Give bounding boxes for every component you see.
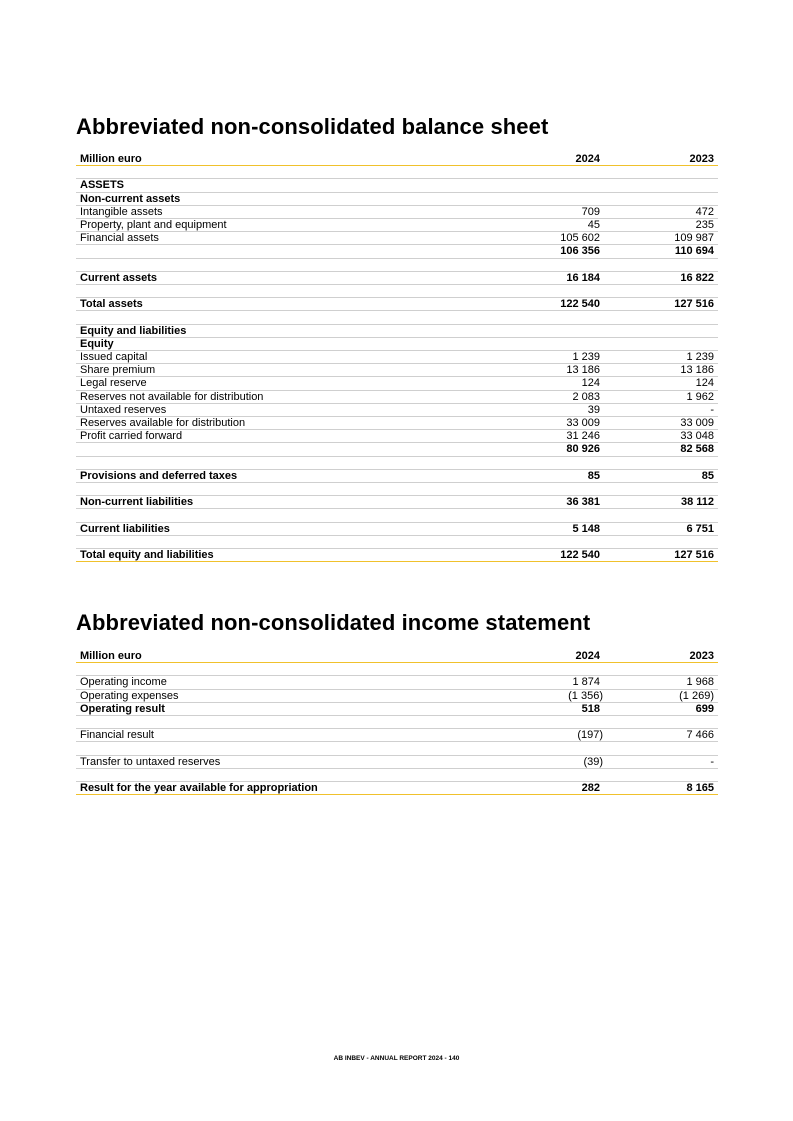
value-2024: (1 356)	[508, 689, 604, 702]
value-2024: 45	[508, 219, 604, 232]
value-2023: (1 269)	[604, 689, 718, 702]
balance-sheet-body	[76, 166, 718, 562]
value-2023: 472	[604, 205, 718, 218]
value-2024: 518	[508, 702, 604, 715]
spacer-row	[76, 483, 718, 496]
value-2024: 709	[508, 205, 604, 218]
table-row	[76, 755, 718, 768]
table-row	[76, 364, 718, 377]
value-2024	[508, 716, 604, 729]
value-2024	[508, 285, 604, 298]
row-label: Current assets	[76, 271, 508, 284]
year-2023-header: 2023	[604, 153, 718, 166]
value-2023: 127 516	[604, 298, 718, 311]
income-statement-body	[76, 663, 718, 795]
value-2023: 13 186	[604, 364, 718, 377]
row-label	[76, 663, 508, 676]
value-2023: 33 009	[604, 417, 718, 430]
value-2023: 127 516	[604, 548, 718, 561]
spacer-row	[76, 509, 718, 522]
value-2024: 106 356	[508, 245, 604, 258]
table-row	[76, 205, 718, 218]
row-label	[76, 535, 508, 548]
row-label: Profit carried forward	[76, 430, 508, 443]
unit-header: Million euro	[76, 650, 508, 663]
spacer-row	[76, 311, 718, 324]
spacer-row	[76, 663, 718, 676]
value-2023: -	[604, 403, 718, 416]
balance-sheet-table	[76, 153, 718, 562]
value-2024	[508, 337, 604, 350]
value-2023	[604, 535, 718, 548]
row-label	[76, 456, 508, 469]
year-2024-header: 2024	[508, 153, 604, 166]
row-label	[76, 311, 508, 324]
table-row	[76, 729, 718, 742]
unit-header: Million euro	[76, 153, 508, 166]
row-label: Equity	[76, 337, 508, 350]
value-2023: 699	[604, 702, 718, 715]
row-label	[76, 245, 508, 258]
value-2024: 16 184	[508, 271, 604, 284]
table-row	[76, 443, 718, 456]
row-label: Property, plant and equipment	[76, 219, 508, 232]
table-row	[76, 430, 718, 443]
spacer-row	[76, 716, 718, 729]
value-2024	[508, 483, 604, 496]
row-label: Transfer to untaxed reserves	[76, 755, 508, 768]
value-2023	[604, 663, 718, 676]
spacer-row	[76, 166, 718, 179]
value-2024: 105 602	[508, 232, 604, 245]
value-2024	[508, 768, 604, 781]
value-2023: 38 112	[604, 496, 718, 509]
income-statement-header-row	[76, 650, 718, 663]
table-row	[76, 403, 718, 416]
value-2023	[604, 258, 718, 271]
row-label: Share premium	[76, 364, 508, 377]
value-2024: 122 540	[508, 548, 604, 561]
row-label: Total equity and liabilities	[76, 548, 508, 561]
row-label: Issued capital	[76, 350, 508, 363]
value-2024: 36 381	[508, 496, 604, 509]
value-2023: 8 165	[604, 781, 718, 794]
value-2023	[604, 324, 718, 337]
value-2023	[604, 509, 718, 522]
value-2023: 33 048	[604, 430, 718, 443]
row-label: Non-current assets	[76, 192, 508, 205]
row-label: ASSETS	[76, 179, 508, 192]
table-row	[76, 548, 718, 561]
value-2024: 122 540	[508, 298, 604, 311]
value-2023: 109 987	[604, 232, 718, 245]
balance-sheet-title: Abbreviated non-consolidated balance sheet	[76, 114, 549, 139]
value-2023: 16 822	[604, 271, 718, 284]
spacer-row	[76, 535, 718, 548]
table-row	[76, 337, 718, 350]
row-label	[76, 285, 508, 298]
value-2023: 6 751	[604, 522, 718, 535]
table-row	[76, 219, 718, 232]
value-2024: 124	[508, 377, 604, 390]
row-label: Current liabilities	[76, 522, 508, 535]
row-label: Provisions and deferred taxes	[76, 469, 508, 482]
value-2023: 1 962	[604, 390, 718, 403]
value-2024: 1 239	[508, 350, 604, 363]
value-2023	[604, 311, 718, 324]
row-label: Non-current liabilities	[76, 496, 508, 509]
row-label: Financial assets	[76, 232, 508, 245]
spacer-row	[76, 285, 718, 298]
value-2024	[508, 179, 604, 192]
row-label: Result for the year available for appropriation	[76, 781, 508, 794]
table-row	[76, 324, 718, 337]
value-2024: 13 186	[508, 364, 604, 377]
value-2024: 282	[508, 781, 604, 794]
value-2024: 1 874	[508, 676, 604, 689]
table-row	[76, 496, 718, 509]
row-label: Intangible assets	[76, 205, 508, 218]
value-2024: (197)	[508, 729, 604, 742]
row-label: Operating income	[76, 676, 508, 689]
row-label: Operating expenses	[76, 689, 508, 702]
value-2024: 85	[508, 469, 604, 482]
table-row	[76, 377, 718, 390]
income-statement-title: Abbreviated non-consolidated income statement	[76, 610, 591, 635]
table-row	[76, 271, 718, 284]
table-row	[76, 676, 718, 689]
spacer-row	[76, 768, 718, 781]
value-2023	[604, 337, 718, 350]
row-label	[76, 258, 508, 271]
row-label: Reserves not available for distribution	[76, 390, 508, 403]
balance-sheet-header-row	[76, 153, 718, 166]
row-label: Total assets	[76, 298, 508, 311]
value-2024: 33 009	[508, 417, 604, 430]
table-row	[76, 469, 718, 482]
value-2024	[508, 258, 604, 271]
value-2024: 2 083	[508, 390, 604, 403]
value-2024: (39)	[508, 755, 604, 768]
row-label	[76, 742, 508, 755]
row-label: Untaxed reserves	[76, 403, 508, 416]
row-label	[76, 483, 508, 496]
spacer-row	[76, 742, 718, 755]
value-2023	[604, 483, 718, 496]
value-2023: -	[604, 755, 718, 768]
table-row	[76, 390, 718, 403]
table-row	[76, 522, 718, 535]
table-row	[76, 417, 718, 430]
table-row	[76, 192, 718, 205]
row-label	[76, 716, 508, 729]
table-row	[76, 298, 718, 311]
year-2023-header: 2023	[604, 650, 718, 663]
value-2024	[508, 509, 604, 522]
value-2024: 39	[508, 403, 604, 416]
table-row	[76, 232, 718, 245]
value-2023	[604, 742, 718, 755]
value-2024	[508, 456, 604, 469]
spacer-row	[76, 456, 718, 469]
row-label: Legal reserve	[76, 377, 508, 390]
value-2023: 1 968	[604, 676, 718, 689]
value-2023: 1 239	[604, 350, 718, 363]
value-2023: 82 568	[604, 443, 718, 456]
table-row	[76, 179, 718, 192]
row-label	[76, 166, 508, 179]
row-label: Equity and liabilities	[76, 324, 508, 337]
value-2024	[508, 663, 604, 676]
year-2024-header: 2024	[508, 650, 604, 663]
page-footer: AB INBEV - ANNUAL REPORT 2024 - 140	[333, 1055, 460, 1062]
row-label: Financial result	[76, 729, 508, 742]
value-2024	[508, 535, 604, 548]
value-2023	[604, 166, 718, 179]
table-row	[76, 350, 718, 363]
value-2023	[604, 192, 718, 205]
value-2023: 124	[604, 377, 718, 390]
value-2024: 5 148	[508, 522, 604, 535]
value-2023	[604, 179, 718, 192]
row-label: Reserves available for distribution	[76, 417, 508, 430]
row-label	[76, 443, 508, 456]
row-label: Operating result	[76, 702, 508, 715]
value-2024	[508, 192, 604, 205]
value-2023: 7 466	[604, 729, 718, 742]
value-2023	[604, 768, 718, 781]
value-2023	[604, 456, 718, 469]
value-2023: 110 694	[604, 245, 718, 258]
row-label	[76, 768, 508, 781]
income-statement-table	[76, 650, 718, 795]
table-row	[76, 245, 718, 258]
value-2024: 80 926	[508, 443, 604, 456]
row-label	[76, 509, 508, 522]
value-2023: 235	[604, 219, 718, 232]
table-row	[76, 781, 718, 794]
value-2024	[508, 311, 604, 324]
value-2024: 31 246	[508, 430, 604, 443]
value-2023: 85	[604, 469, 718, 482]
table-row	[76, 702, 718, 715]
value-2024	[508, 166, 604, 179]
value-2023	[604, 285, 718, 298]
value-2024	[508, 742, 604, 755]
value-2023	[604, 716, 718, 729]
spacer-row	[76, 258, 718, 271]
value-2024	[508, 324, 604, 337]
table-row	[76, 689, 718, 702]
